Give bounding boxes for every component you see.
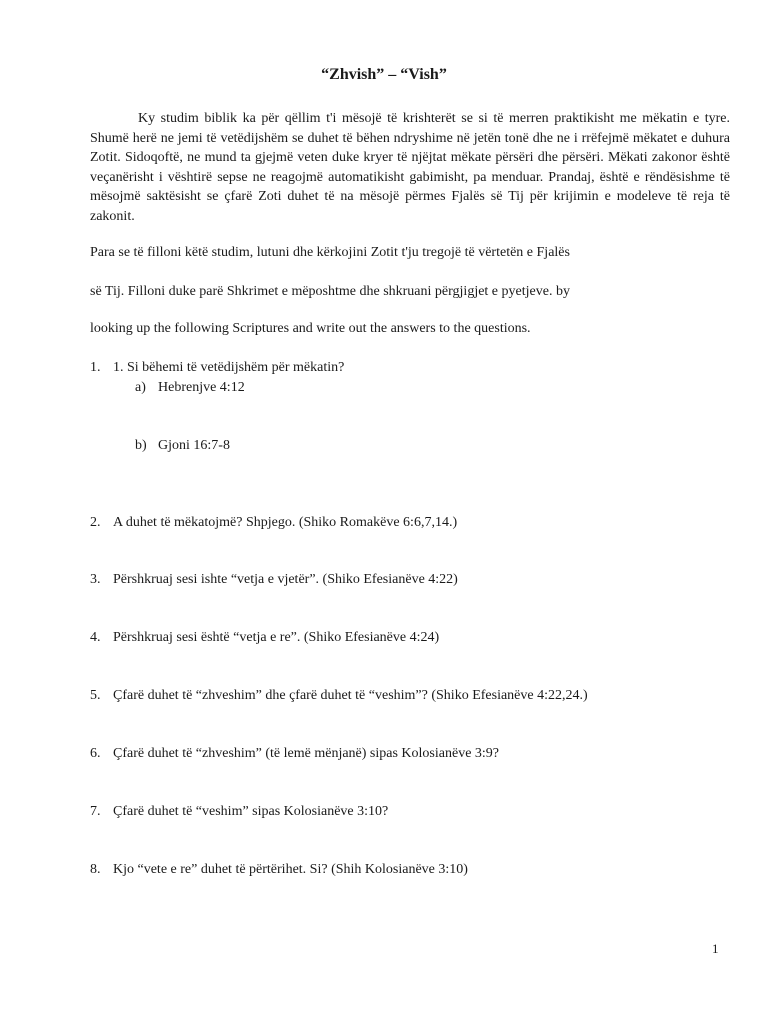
question-5-number: 5. [90, 688, 101, 703]
question-7-text: Çfarë duhet të “veshim” sipas Kolosianëve 3:10? [113, 804, 389, 819]
question-4-text: Përshkruaj sesi është “vetja e re”. (Shiko Efesianëve 4:24) [113, 630, 440, 645]
question-7-number: 7. [90, 804, 101, 819]
question-3-text: Përshkruaj sesi ishte “vetja e vjetër”. (Shiko Efesianëve 4:22) [113, 572, 458, 587]
question-5-text: Çfarë duhet të “zhveshim” dhe çfarë duhet të “veshim”? (Shiko Efesianëve 4:22,24.) [113, 688, 588, 703]
question-8-number: 8. [90, 862, 101, 877]
question-1a-letter: a) [135, 380, 146, 395]
question-6-text: Çfarë duhet të “zhveshim” (të lemë mënjanë) sipas Kolosianëve 3:9? [113, 746, 500, 761]
document-title: “Zhvish” – “Vish” [321, 66, 447, 83]
question-8-text: Kjo “vete e re” duhet të përtërihet. Si? (Shih Kolosianëve 3:10) [113, 862, 468, 877]
instruction-line-3: looking up the following Scriptures and write out the answers to the questions. [90, 321, 531, 336]
question-3-number: 3. [90, 572, 101, 587]
question-4-number: 4. [90, 630, 101, 645]
question-2-number: 2. [90, 515, 101, 530]
question-1a-text: Hebrenjve 4:12 [158, 380, 245, 395]
question-1b-text: Gjoni 16:7-8 [158, 438, 230, 453]
question-1-number: 1. [90, 360, 101, 375]
page-number: 1 [712, 941, 719, 956]
question-2-text: A duhet të mëkatojmë? Shpjego. (Shiko Romakëve 6:6,7,14.) [113, 515, 458, 530]
question-1-text: 1. Si bëhemi të vetëdijshëm për mëkatin? [113, 360, 345, 375]
question-6-number: 6. [90, 746, 101, 761]
instruction-line-2: së Tij. Filloni duke parë Shkrimet e mëposhtme dhe shkruani përgjigjet e pyetjeve. by [90, 284, 570, 299]
instruction-line-1: Para se të filloni këtë studim, lutuni dhe kërkojini Zotit t'ju tregojë të vërtetën e Fjalës [90, 245, 570, 260]
question-1b-letter: b) [135, 438, 147, 453]
intro-paragraph: Ky studim biblik ka për qëllim t'i mësojë të krishterët se si të merren praktikisht me mëkatin e tyre. Shumë herë ne jemi të vetëdijshëm se duhet të bëhen ndryshime në jetën tonë dhe ne i rrëfejmë mëkatet e duhura Zotit. Sidoqoftë, ne mund ta gjejmë veten duke kryer të njëjtat mëkate përsëri dhe përsëri. Mëkati zakonor është veçanërisht i vështirë sepse ne reagojmë automatikisht gabimisht, pa menduar. Prandaj, është e rëndësishme të mësojmë saktësisht se çfarë Zoti duhet të na mësojë përmes Fjalës së Tij për krijimin e modeleve të reja të zakonit. [90, 111, 730, 224]
